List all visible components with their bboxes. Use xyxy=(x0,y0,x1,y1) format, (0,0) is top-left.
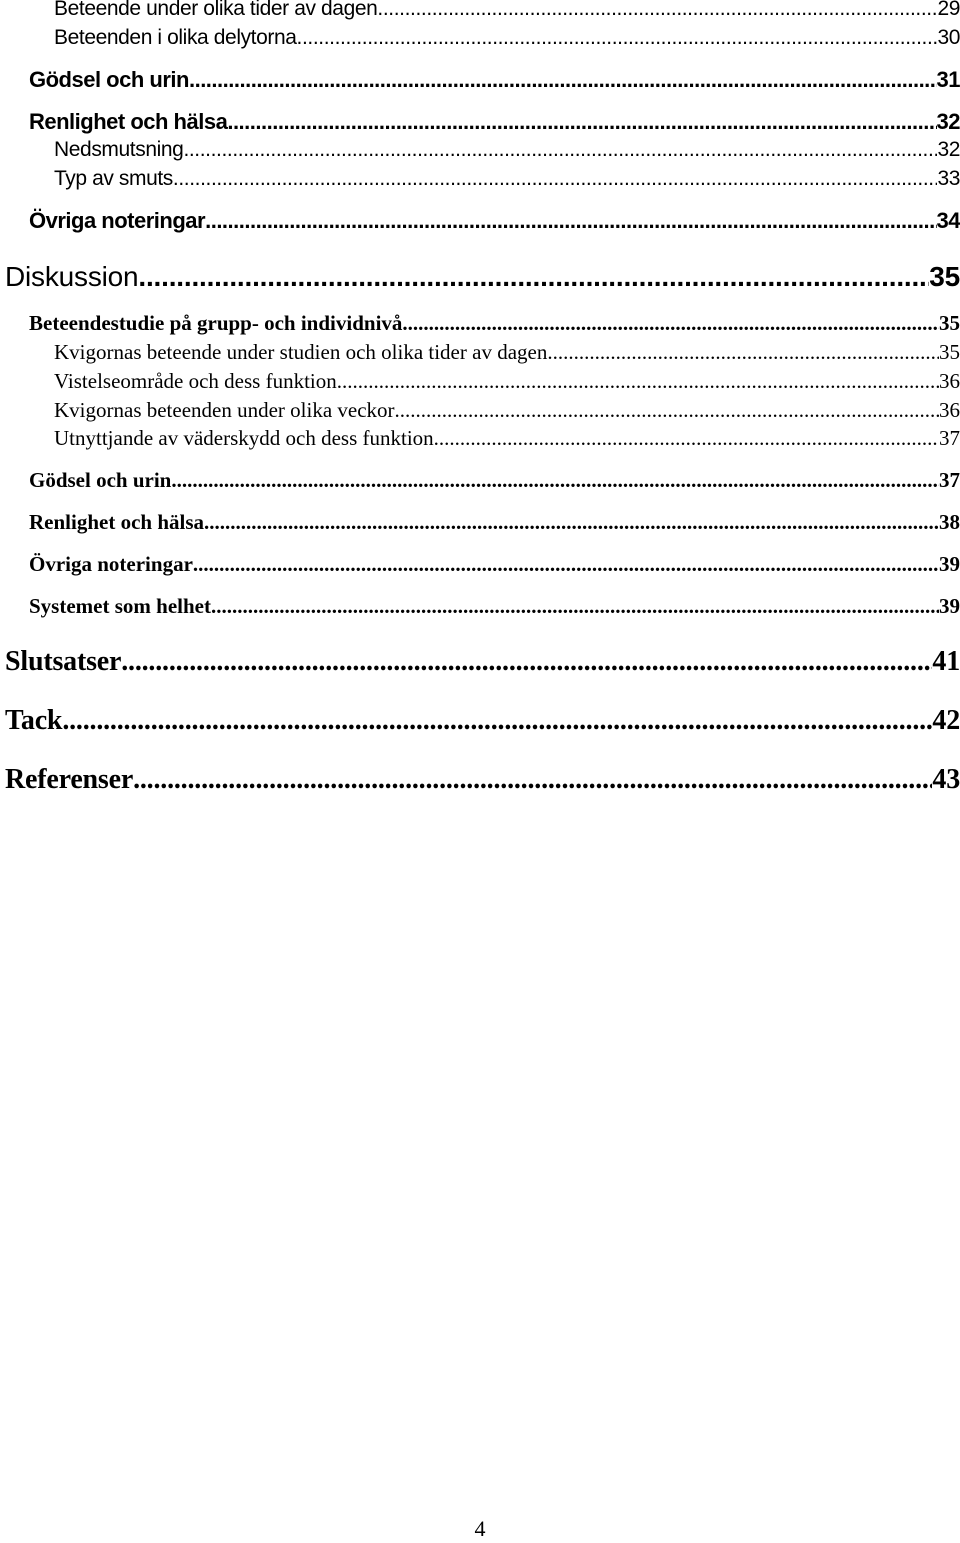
toc-leader-dots xyxy=(547,340,939,365)
toc-entry-page: 32 xyxy=(937,138,960,161)
toc-entry-title: Typ av smuts xyxy=(54,167,173,190)
toc-entry-title: Diskussion xyxy=(5,261,139,292)
toc-entry-page: 30 xyxy=(937,26,960,49)
toc-entry-title: Övriga noteringar xyxy=(29,208,206,233)
toc-entry-page: 41 xyxy=(932,646,960,677)
toc-entry[interactable] xyxy=(0,764,960,796)
page-number: 4 xyxy=(474,1516,486,1541)
toc-leader-dots xyxy=(138,261,929,293)
toc-entry[interactable] xyxy=(0,67,960,93)
toc-entry[interactable] xyxy=(0,594,960,619)
toc-entry-page: 33 xyxy=(937,167,960,190)
toc-leader-dots xyxy=(133,764,932,796)
toc-entry[interactable] xyxy=(0,468,960,493)
toc-entry[interactable] xyxy=(0,398,960,423)
toc-entry-title: Slutsatser xyxy=(5,646,122,677)
toc-entry-title: Beteendestudie på grupp- och individnivå xyxy=(29,311,403,335)
toc-entry-page: 35 xyxy=(929,261,960,292)
toc-entry-title: Systemet som helhet xyxy=(29,594,211,618)
toc-leader-dots xyxy=(395,398,939,423)
toc-entry[interactable] xyxy=(0,138,960,162)
toc-entry[interactable] xyxy=(0,646,960,678)
toc-entry-page: 39 xyxy=(939,552,960,576)
toc-entry[interactable] xyxy=(0,426,960,451)
toc-entry-page: 38 xyxy=(939,510,960,534)
toc-entry[interactable] xyxy=(0,705,960,737)
toc-leader-dots xyxy=(434,426,939,451)
toc-entry[interactable] xyxy=(0,340,960,365)
toc-leader-dots xyxy=(193,552,939,577)
toc-leader-dots xyxy=(337,369,939,394)
toc-entry[interactable] xyxy=(0,261,960,293)
toc-entry-page: 42 xyxy=(932,705,960,736)
toc-leader-dots xyxy=(377,0,937,21)
toc-entry-title: Renlighet och hälsa xyxy=(29,510,205,534)
toc-entry-title: Vistelseområde och dess funktion xyxy=(54,369,337,393)
toc-entry-title: Tack xyxy=(5,705,63,736)
toc-entry[interactable] xyxy=(0,0,960,21)
toc-leader-dots xyxy=(183,138,937,162)
toc-entry[interactable] xyxy=(0,311,960,336)
toc-entry[interactable] xyxy=(0,208,960,234)
toc-entry[interactable] xyxy=(0,552,960,577)
toc-entry-page: 35 xyxy=(939,340,960,364)
toc-entry[interactable] xyxy=(0,26,960,50)
toc-entry-page: 39 xyxy=(939,594,960,618)
toc-entry[interactable] xyxy=(0,510,960,535)
toc-leader-dots xyxy=(189,67,937,93)
toc-entry-title: Gödsel och urin xyxy=(29,468,172,492)
toc-entry-page: 35 xyxy=(939,311,960,335)
toc-entry-title: Referenser xyxy=(5,764,134,795)
toc-leader-dots xyxy=(121,646,932,678)
toc-entry-title: Nedsmutsning xyxy=(54,138,184,161)
toc-entry-page: 29 xyxy=(937,0,960,20)
toc-entry-page: 43 xyxy=(932,764,960,795)
toc-entry-title: Beteenden i olika delytorna xyxy=(54,26,297,49)
toc-leader-dots xyxy=(171,468,939,493)
toc-leader-dots xyxy=(227,109,936,135)
toc-entry[interactable] xyxy=(0,167,960,191)
toc-entry-page: 37 xyxy=(939,468,960,492)
toc-leader-dots xyxy=(402,311,939,336)
toc-leader-dots xyxy=(211,594,939,619)
toc-entry-page: 36 xyxy=(939,398,960,422)
toc-entry-title: Renlighet och hälsa xyxy=(29,109,228,134)
toc-entry-page: 34 xyxy=(936,208,960,233)
toc-entry-page: 37 xyxy=(939,426,960,450)
toc-entry-title: Utnyttjande av väderskydd och dess funktion xyxy=(54,426,434,450)
toc-entry-title: Övriga noteringar xyxy=(29,552,193,576)
toc-entry-page: 32 xyxy=(936,109,960,134)
toc-entry-page: 31 xyxy=(936,67,960,92)
toc-entry-title: Gödsel och urin xyxy=(29,67,189,92)
toc-entry-title: Kvigornas beteende under studien och olika tider av dagen xyxy=(54,340,548,364)
toc-entry-title: Kvigornas beteenden under olika veckor xyxy=(54,398,395,422)
toc-entry-page: 36 xyxy=(939,369,960,393)
toc-entry[interactable] xyxy=(0,369,960,394)
toc-leader-dots xyxy=(297,26,938,50)
toc-entry[interactable] xyxy=(0,109,960,135)
toc-leader-dots xyxy=(173,167,938,191)
toc-entry-title: Beteende under olika tider av dagen xyxy=(54,0,378,20)
toc-leader-dots xyxy=(62,705,932,737)
toc-leader-dots xyxy=(204,510,939,535)
toc-leader-dots xyxy=(205,208,936,234)
